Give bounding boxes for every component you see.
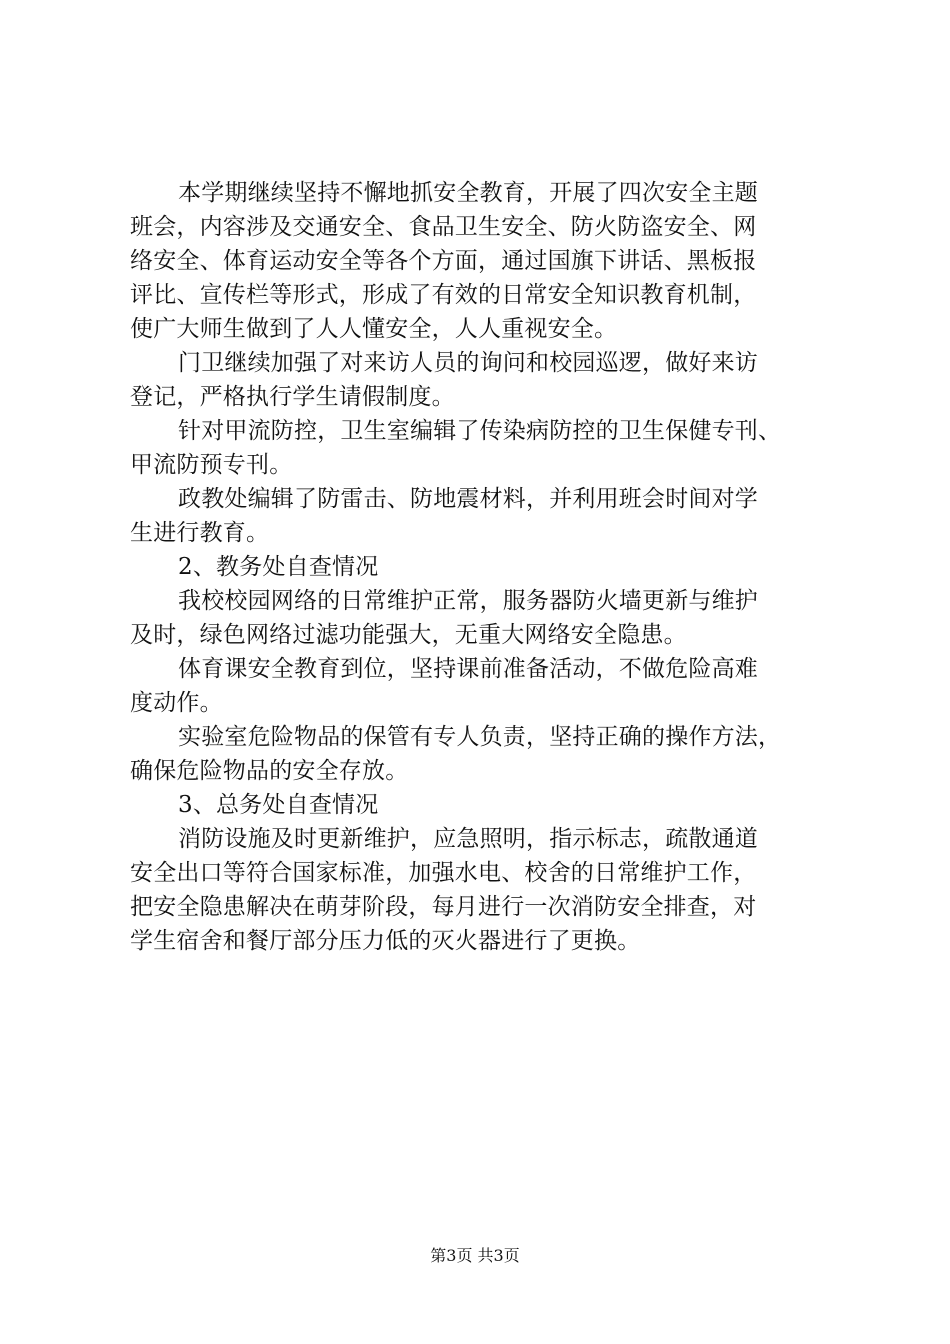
text-line: 学生宿舍和餐厅部分压力低的灭火器进行了更换。 [130, 928, 641, 954]
section-heading: 3、总务处自查情况 [178, 792, 379, 818]
text-line: 使广大师生做到了人人懂安全，人人重视安全。 [130, 316, 618, 342]
text-line: 确保危险物品的安全存放。 [130, 758, 409, 784]
document-body [130, 176, 844, 958]
text-line: 登记，严格执行学生请假制度。 [130, 384, 455, 410]
text-line: 安全出口等符合国家标准，加强水电、校舍的日常维护工作， [130, 860, 757, 886]
text-line: 实验室危险物品的保管有专人负责，坚持正确的操作方法， [178, 724, 782, 750]
text-line: 甲流防预专刊。 [130, 452, 293, 478]
text-line: 班会，内容涉及交通安全、食品卫生安全、防火防盗安全、网 [130, 214, 757, 240]
text-line: 生进行教育。 [130, 520, 270, 546]
text-line: 政教处编辑了防雷击、防地震材料，并利用班会时间对学 [178, 486, 758, 512]
text-line: 络安全、体育运动安全等各个方面，通过国旗下讲话、黑板报 [130, 248, 757, 274]
text-line: 针对甲流防控，卫生室编辑了传染病防控的卫生保健专刊、 [178, 418, 782, 444]
text-line: 门卫继续加强了对来访人员的询问和校园巡逻，做好来访 [178, 350, 758, 376]
text-line: 把安全隐患解决在萌芽阶段，每月进行一次消防安全排查，对 [130, 894, 757, 920]
text-line: 消防设施及时更新维护，应急照明，指示标志，疏散通道 [178, 826, 758, 852]
section-heading: 2、教务处自查情况 [178, 554, 379, 580]
text-line: 我校校园网络的日常维护正常，服务器防火墙更新与维护 [178, 588, 758, 614]
text-line: 度动作。 [130, 690, 223, 716]
page-number-footer: 第3页 共3页 [430, 1246, 520, 1265]
text-line: 评比、宣传栏等形式，形成了有效的日常安全知识教育机制， [130, 282, 757, 308]
text-line: 体育课安全教育到位，坚持课前准备活动，不做危险高难 [178, 656, 758, 682]
text-line: 本学期继续坚持不懈地抓安全教育，开展了四次安全主题 [178, 180, 758, 206]
text-line: 及时，绿色网络过滤功能强大，无重大网络安全隐患。 [130, 622, 687, 648]
